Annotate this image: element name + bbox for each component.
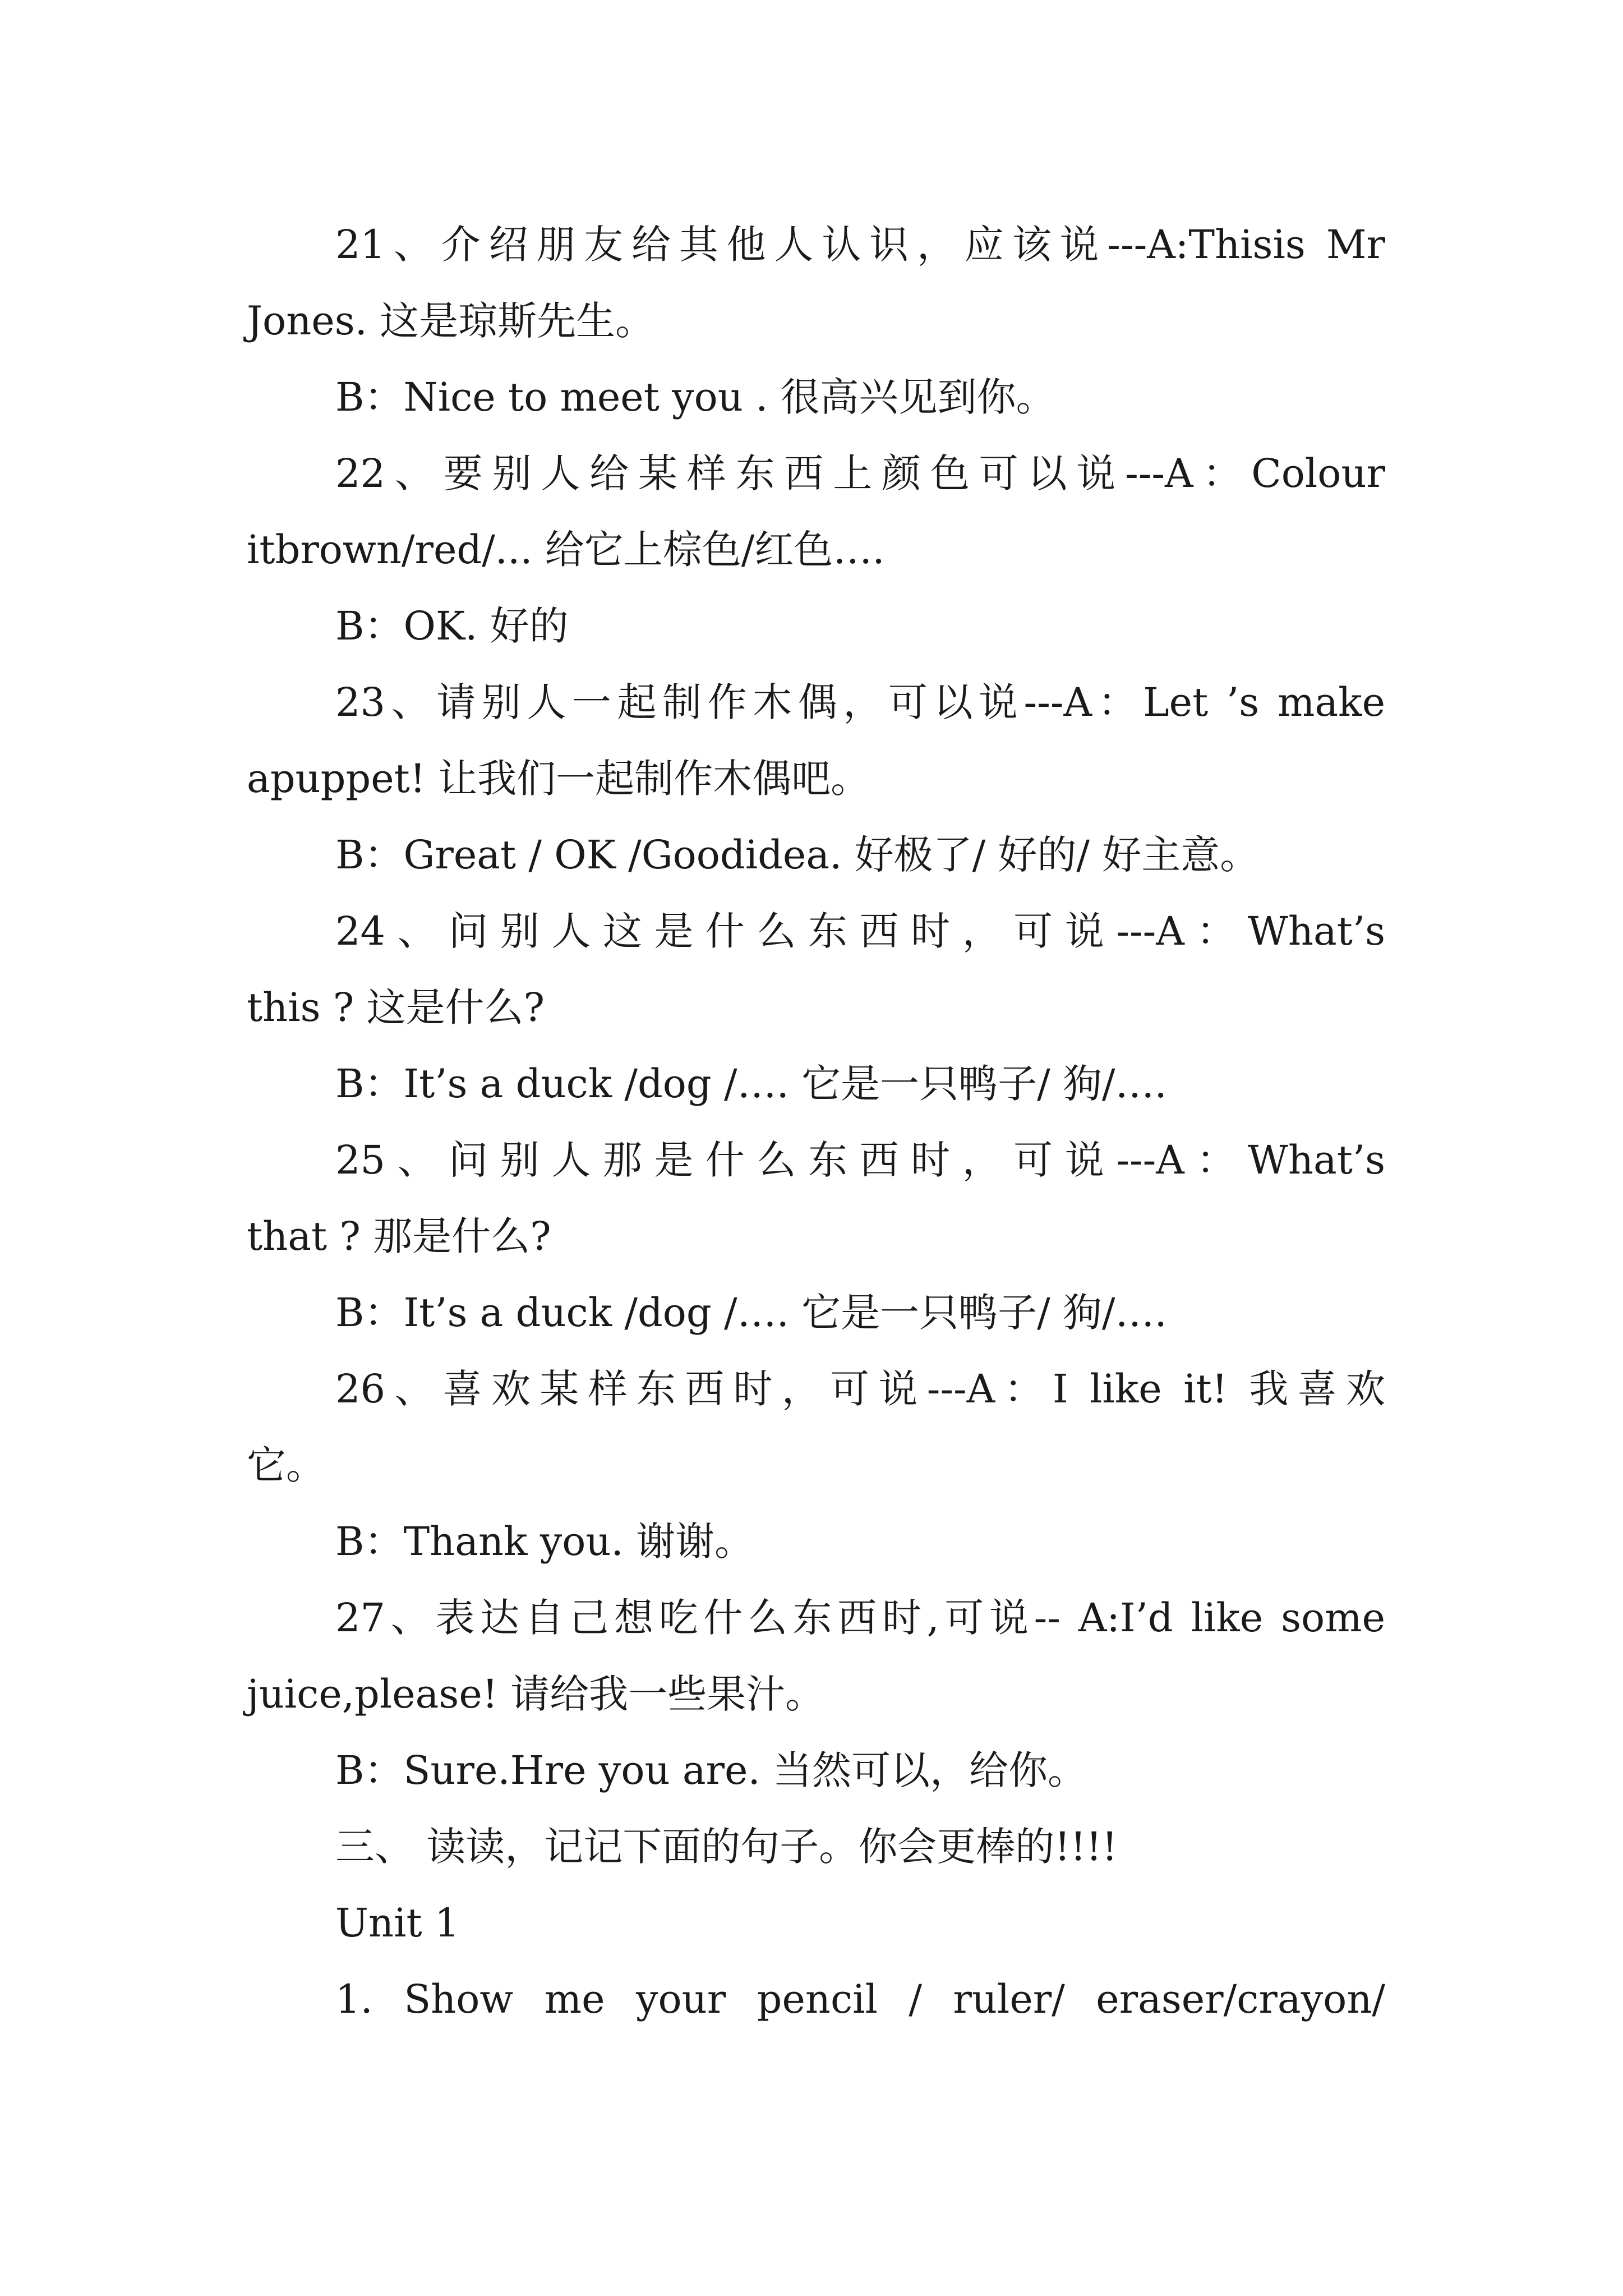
text-line-2: Jones. 这是琼斯先生。 xyxy=(247,298,655,344)
text-line-13: 25、问别人那是什么东西时，可说---A：What’s xyxy=(335,1137,1385,1183)
text-line-10: 24、问别人这是什么东西时，可说---A：What’s xyxy=(335,908,1385,954)
text-line-9: B：Great / OK /Goodidea. 好极了/ 好的/ 好主意。 xyxy=(335,832,1260,878)
text-line-1: 21、介绍朋友给其他人认识，应该说---A:Thisis Mr xyxy=(335,222,1385,268)
text-line-12: B：It’s a duck /dog /…. 它是一只鸭子/ 狗/…. xyxy=(335,1061,1167,1107)
text-line-24: 1. Show me your pencil / ruler/ eraser/crayon/ xyxy=(335,1976,1385,2022)
text-line-4: 22、要别人给某样东西上颜色可以说---A：Colour xyxy=(335,450,1385,496)
text-line-6: B：OK. 好的 xyxy=(335,603,569,649)
text-line-17: 它。 xyxy=(247,1442,325,1488)
text-line-21: B：Sure.Hre you are. 当然可以，给你。 xyxy=(335,1747,1087,1793)
text-line-5: itbrown/red/... 给它上棕色/红色…. xyxy=(247,527,885,573)
text-line-14: that ? 那是什么? xyxy=(247,1213,551,1259)
text-line-20: juice,please! 请给我一些果汁。 xyxy=(247,1671,825,1717)
section-heading: 三、 读读，记记下面的句子。你会更棒的!!!! xyxy=(335,1824,1118,1870)
text-line-3: B：Nice to meet you . 很高兴见到你。 xyxy=(335,374,1055,420)
text-line-11: this ? 这是什么? xyxy=(247,984,545,1030)
text-line-19: 27、表达自己想吃什么东西时,可说-- A:I’d like some xyxy=(335,1595,1385,1641)
text-line-16: 26、喜欢某样东西时，可说---A：I like it! 我喜欢 xyxy=(335,1366,1386,1412)
text-line-8: apuppet! 让我们一起制作木偶吧。 xyxy=(247,756,870,802)
text-line-15: B：It’s a duck /dog /…. 它是一只鸭子/ 狗/…. xyxy=(335,1290,1167,1336)
text-line-18: B：Thank you. 谢谢。 xyxy=(335,1519,754,1565)
unit-heading: Unit 1 xyxy=(335,1900,460,1946)
text-line-7: 23、请别人一起制作木偶，可以说---A：Let ’s make xyxy=(335,679,1385,725)
